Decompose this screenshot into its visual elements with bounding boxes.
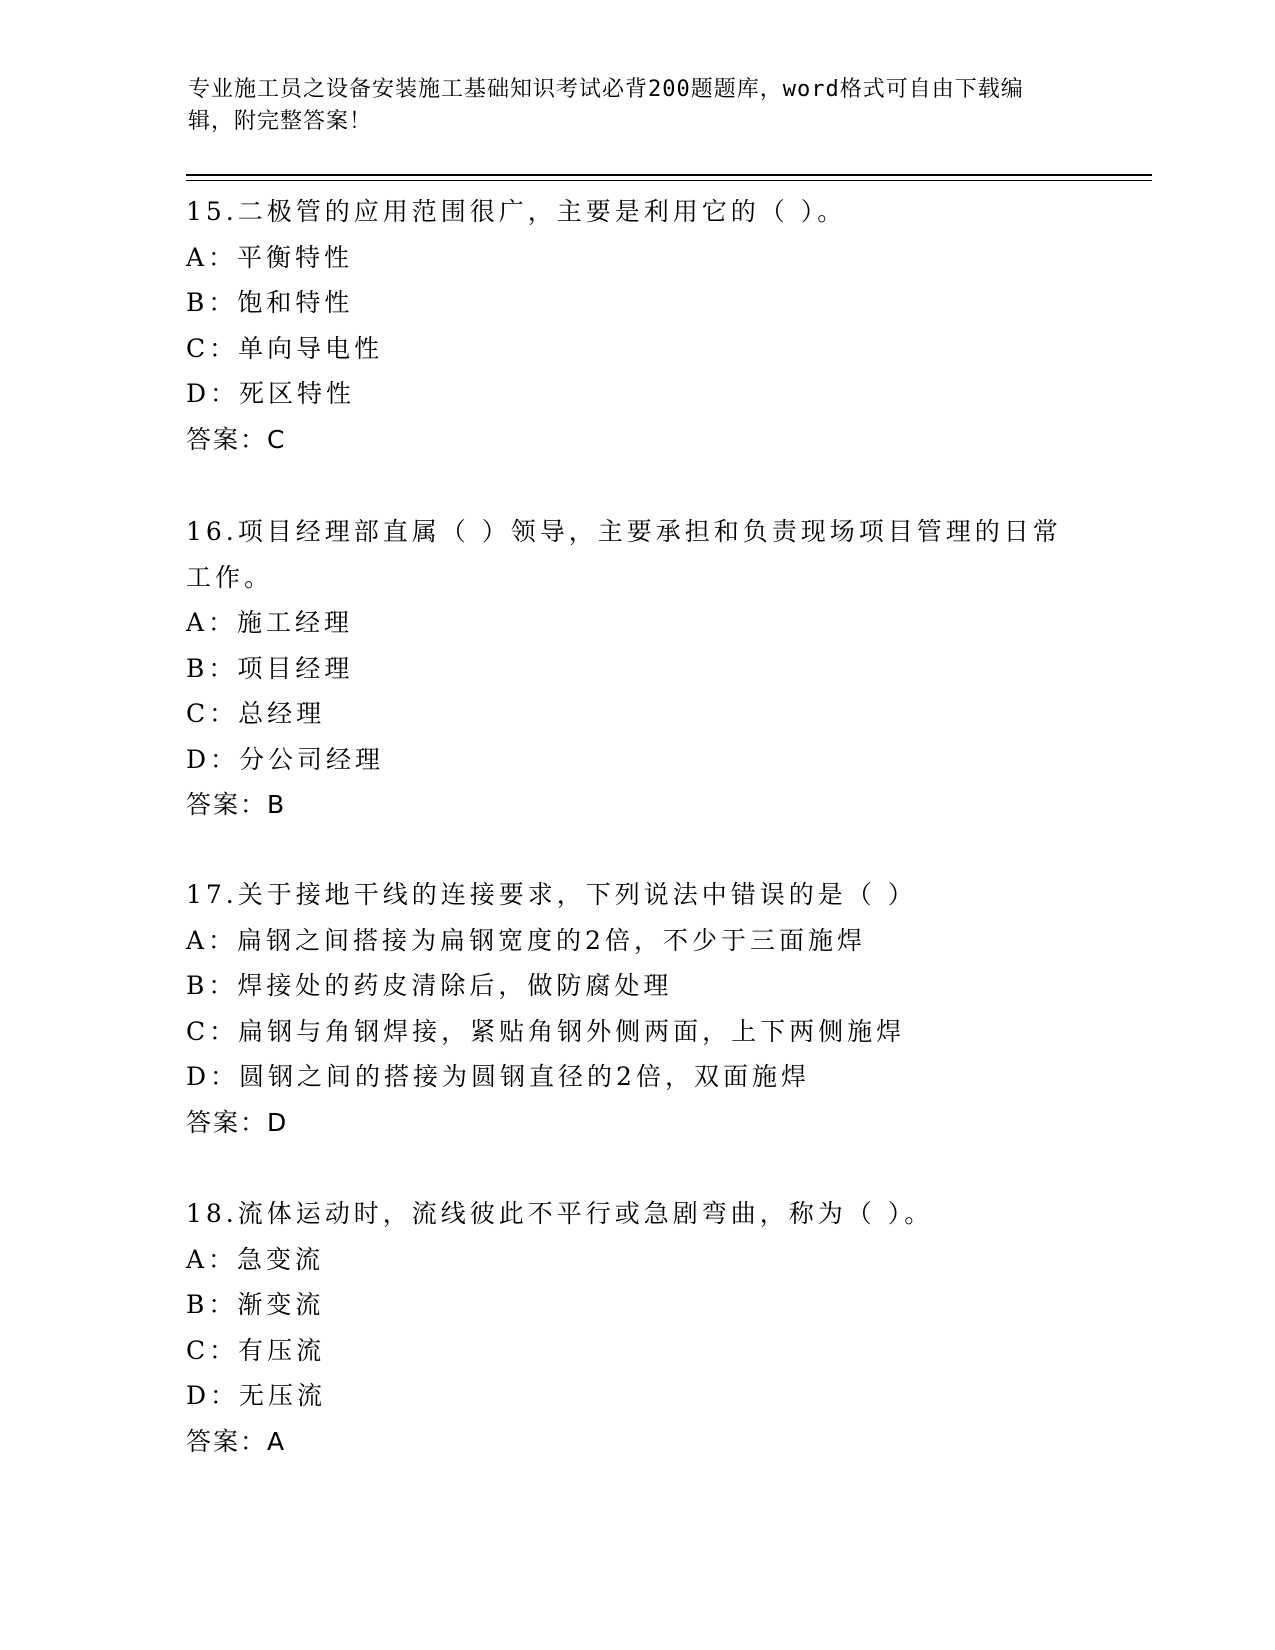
option-d: D：分公司经理	[186, 744, 385, 774]
answer-line: 答案：D	[186, 1107, 289, 1137]
option-a: A：扁钢之间搭接为扁钢宽度的2倍，不少于三面施焊	[186, 925, 866, 955]
question-15	[186, 189, 1066, 462]
option-c: C：单向导电性	[186, 333, 384, 363]
question-stem: 15.二极管的应用范围很广，主要是利用它的（ ）。	[186, 197, 847, 226]
header-title: 专业施工员之设备安装施工基础知识考试必背200题题库，word格式可自由下载编辑，附完整答案！	[188, 77, 1024, 134]
option-a: A：施工经理	[186, 608, 354, 637]
question-stem: 16.项目经理部直属（ ）领导，主要承担和负责现场项目管理的日常工作。	[186, 517, 1062, 592]
option-d: D：无压流	[186, 1381, 327, 1410]
option-a: A：平衡特性	[186, 242, 354, 272]
option-b: B：饱和特性	[186, 288, 354, 317]
option-c: C：总经理	[186, 699, 326, 728]
question-18	[186, 1191, 1066, 1464]
option-b: B：焊接处的药皮清除后，做防腐处理	[186, 971, 673, 1000]
option-c: C：扁钢与角钢焊接，紧贴角钢外侧两面，上下两侧施焊	[186, 1016, 906, 1046]
answer-line: 答案：A	[186, 1426, 287, 1456]
question-stem: 17.关于接地干线的连接要求，下列说法中错误的是（ ）	[186, 880, 917, 909]
option-c: C：有压流	[186, 1335, 326, 1365]
option-b: B：渐变流	[186, 1290, 325, 1319]
question-stem: 18.流体运动时，流线彼此不平行或急剧弯曲，称为（ ）。	[186, 1199, 934, 1228]
header-divider-thin	[186, 180, 1152, 181]
option-d: D：死区特性	[186, 379, 356, 408]
answer-line: 答案：B	[186, 790, 287, 819]
document-header	[188, 74, 1068, 138]
question-16	[186, 509, 1066, 828]
option-b: B：项目经理	[186, 653, 354, 683]
option-a: A：急变流	[186, 1244, 325, 1274]
answer-line: 答案：C	[186, 424, 287, 454]
header-divider-thick	[186, 174, 1152, 176]
option-d: D：圆钢之间的搭接为圆钢直径的2倍，双面施焊	[186, 1062, 810, 1091]
question-17	[186, 872, 1066, 1145]
